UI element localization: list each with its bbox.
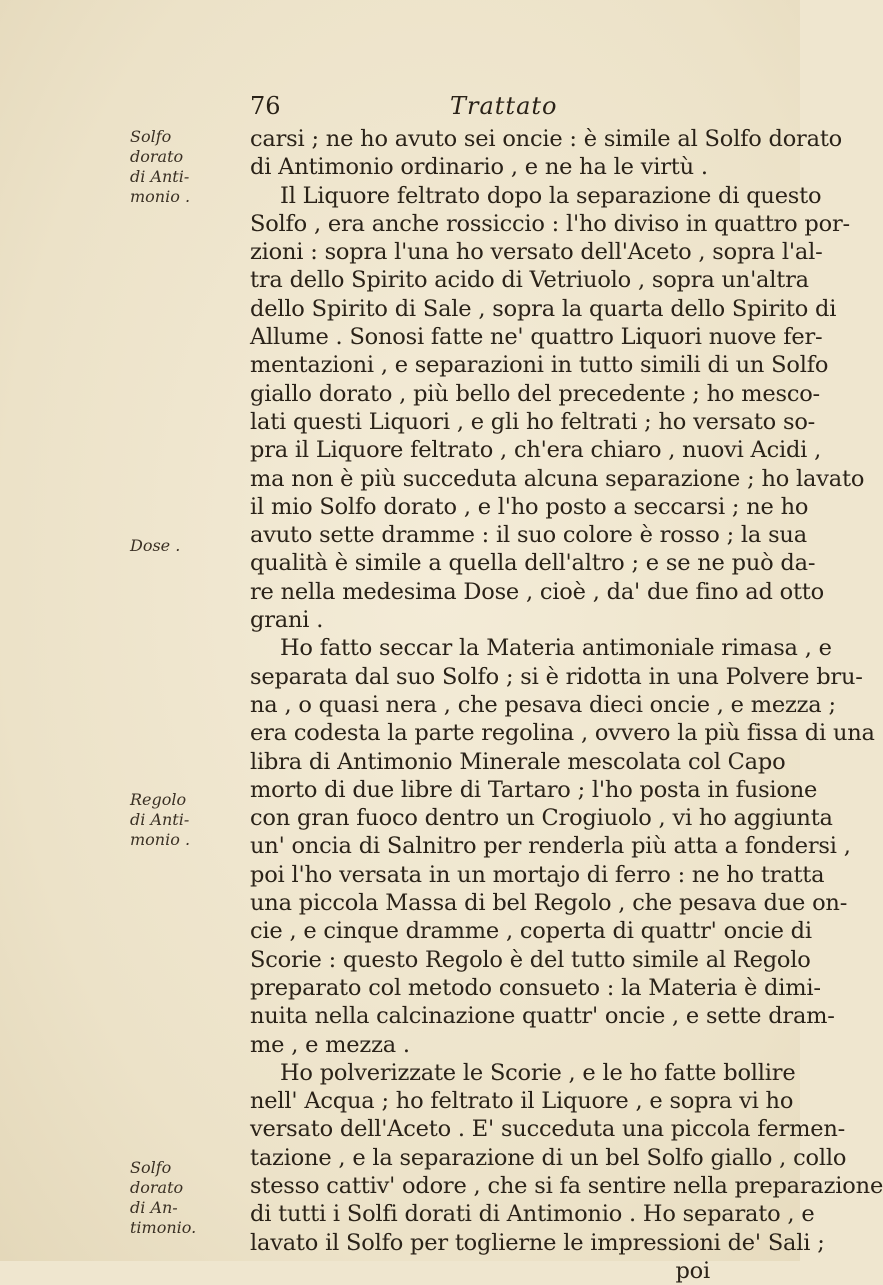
- page-header: [250, 92, 750, 124]
- text-line: lavato il Solfo per toglierne le impressioni de' Sali ;: [250, 1229, 825, 1256]
- text-line: me , e mezza .: [250, 1031, 410, 1058]
- body-text: [250, 125, 883, 1285]
- text-line: preparato col metodo consueto : la Materia è dimi-: [250, 974, 821, 1001]
- text-line: versato dell'Aceto . E' succeduta una piccola fermen-: [250, 1116, 846, 1143]
- margin-note-solfo-dorato-2: [130, 1158, 240, 1238]
- text-line: di tutti i Solfi dorati di Antimonio . Ho separato , e: [250, 1201, 815, 1228]
- text-line: Ho fatto seccar la Materia antimoniale rimasa , e: [280, 635, 832, 662]
- text-line: dello Spirito di Sale , sopra la quarta dello Spirito di: [250, 295, 837, 322]
- text-line: pra il Liquore feltrato , ch'era chiaro , nuovi Acidi ,: [250, 437, 822, 464]
- text-line: Il Liquore feltrato dopo la separazione di questo: [280, 182, 822, 209]
- text-line: grani .: [250, 607, 324, 634]
- text-line: poi l'ho versata in un mortajo di ferro : ne ho tratta: [250, 861, 825, 888]
- text-line: nell' Acqua ; ho feltrato il Liquore , e sopra vi ho: [250, 1088, 794, 1115]
- margin-line: dorato: [130, 147, 184, 166]
- text-line: na , o quasi nera , che pesava dieci oncie , e mezza ;: [250, 691, 836, 718]
- text-line: nuita nella calcinazione quattr' oncie , e sette dram-: [250, 1003, 835, 1030]
- margin-line: Solfo: [130, 127, 172, 146]
- text-line: avuto sette dramme : il suo colore è rosso ; la sua: [250, 522, 807, 549]
- margin-line: Solfo: [130, 1158, 172, 1177]
- text-line: Allume . Sonosi fatte ne' quattro Liquori nuove fer-: [250, 324, 823, 351]
- text-line: cie , e cinque dramme , coperta di quattr' oncie di: [250, 918, 812, 945]
- text-line: stesso cattiv' odore , che si fa sentire nella preparazione: [250, 1172, 883, 1199]
- text-line: lati questi Liquori , e gli ho feltrati ; ho versato so-: [250, 408, 816, 435]
- text-line: Ho polverizzate le Scorie , e le ho fatte bollire: [280, 1059, 796, 1086]
- text-line: carsi ; ne ho avuto sei oncie : è simile al Solfo dorato: [250, 126, 843, 152]
- margin-line: di Anti-: [130, 810, 190, 829]
- margin-line: Dose .: [130, 536, 181, 555]
- running-title: Trattato: [450, 92, 558, 120]
- margin-line: timonio.: [130, 1218, 197, 1237]
- catchword: poi: [675, 1257, 710, 1284]
- text-line: separata dal suo Solfo ; si è ridotta in una Polvere bru-: [250, 663, 863, 690]
- text-line: qualità è simile a quella dell'altro ; e se ne può da-: [250, 550, 816, 577]
- text-line: ma non è più succeduta alcuna separazione ; ho lavato: [250, 465, 865, 492]
- margin-note-dose: [130, 536, 240, 556]
- margin-line: monio .: [130, 830, 191, 849]
- margin-line: monio .: [130, 187, 191, 206]
- margin-note-regolo: [130, 790, 240, 850]
- text-line: zioni : sopra l'una ho versato dell'Aceto , sopra l'al-: [250, 239, 823, 266]
- margin-line: di Anti-: [130, 167, 190, 186]
- margin-line: Regolo: [130, 790, 187, 809]
- margin-line: dorato: [130, 1178, 184, 1197]
- text-line: il mio Solfo dorato , e l'ho posto a seccarsi ; ne ho: [250, 493, 809, 520]
- text-line: morto di due libre di Tartaro ; l'ho posta in fusione: [250, 776, 818, 803]
- text-line: una piccola Massa di bel Regolo , che pesava due on-: [250, 890, 848, 917]
- text-line: Scorie : questo Regolo è del tutto simile al Regolo: [250, 946, 811, 973]
- text-line: tazione , e la separazione di un bel Solfo giallo , collo: [250, 1144, 847, 1171]
- margin-note-solfo-dorato: [130, 127, 240, 207]
- text-line: giallo dorato , più bello del precedente ; ho mesco-: [250, 380, 820, 407]
- text-line: era codesta la parte regolina , ovvero la più fissa di una: [250, 720, 875, 747]
- text-line: libra di Antimonio Minerale mescolata col Capo: [250, 748, 786, 775]
- page-number: 76: [250, 92, 281, 120]
- text-line: tra dello Spirito acido di Vetriuolo , sopra un'altra: [250, 267, 809, 294]
- text-line: Solfo , era anche rossiccio : l'ho diviso in quattro por-: [250, 210, 850, 237]
- text-line: un' oncia di Salnitro per renderla più atta a fondersi ,: [250, 833, 851, 860]
- margin-line: di An-: [130, 1198, 178, 1217]
- text-line: re nella medesima Dose , cioè , da' due fino ad otto: [250, 578, 824, 605]
- text-line: mentazioni , e separazioni in tutto simili di un Solfo: [250, 352, 829, 379]
- text-line: di Antimonio ordinario , e ne ha le virtù .: [250, 154, 708, 181]
- text-line: con gran fuoco dentro un Crogiuolo , vi ho aggiunta: [250, 805, 833, 832]
